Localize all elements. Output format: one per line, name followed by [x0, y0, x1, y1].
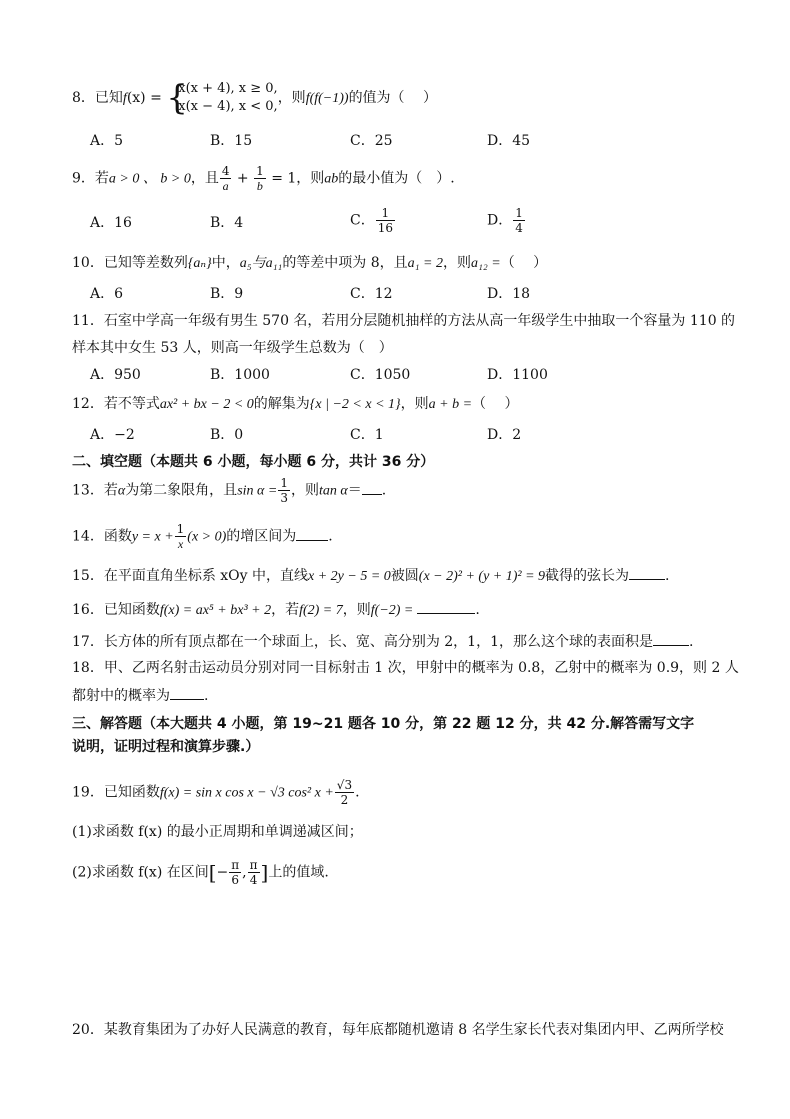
q15-end: .: [665, 568, 670, 584]
q8-eq: =: [145, 90, 167, 106]
q10-terms: a₅与a₁₁: [239, 256, 283, 271]
q8-case1: x(x + 4), x ≥ 0,: [178, 81, 278, 96]
q19-iv-den2: 4: [249, 873, 258, 887]
q9-optd-num: 1: [515, 206, 523, 220]
question-18-line-2: [72, 685, 208, 706]
q13-mid2: ，则: [290, 482, 319, 499]
q19-iv-den1: 6: [231, 873, 240, 887]
q13-end: .: [381, 482, 387, 499]
section-2-heading: 二、填空题（本题共 6 小题，每小题 6 分，共计 36 分）: [72, 454, 435, 470]
q17-end: .: [688, 634, 694, 650]
q19-iv-num1: π: [231, 858, 240, 872]
q8-mid: ，则: [277, 90, 306, 106]
q9-ab: ab: [324, 171, 339, 187]
q16-mid: ，若: [271, 602, 300, 618]
q19-num: √3: [336, 778, 353, 792]
question-18-line-1: 18．甲、乙两名射击运动员分别对同一目标射击 1 次，甲射中的概率为 0.8，乙射中的概率为 0.9，则 2 人: [72, 660, 739, 676]
q8-option-d: D．45: [487, 133, 531, 149]
q14-frac: [175, 522, 187, 551]
section-3-heading-line-2: 说明，证明过程和演算步骤.）: [72, 739, 260, 755]
q10-option-d: D．18: [487, 286, 531, 302]
q9-option-d-label: D．: [487, 212, 513, 229]
q9-cond: a > 0 、 b > 0: [108, 171, 191, 187]
q12-option-a: A．−2: [90, 427, 135, 443]
q19-den: 2: [340, 793, 349, 807]
q13-num: 1: [280, 476, 288, 490]
q9-option-c: [350, 206, 396, 235]
q14-tail: 的增区间为: [226, 528, 297, 545]
q19-iv-frac2: [248, 858, 260, 887]
q9-frac-4-over-a: [220, 164, 232, 193]
q14-answer-blank[interactable]: [296, 526, 328, 541]
question-9: [72, 164, 455, 193]
q9-option-c-label: C．: [350, 212, 375, 229]
q9-option-a: A．16: [90, 215, 132, 231]
q14-expr2: (x > 0): [187, 529, 227, 545]
question-10: [72, 253, 547, 274]
q8-option-a: A．5: [90, 133, 124, 149]
q16-target: f(−2) =: [370, 603, 414, 618]
q14-end: .: [328, 528, 333, 545]
q9-plus: +: [232, 170, 254, 187]
q9-frac2-den: b: [256, 179, 263, 193]
q11-option-d: D．1100: [487, 367, 548, 383]
q15-answer-blank[interactable]: [629, 565, 665, 580]
q19-label: 19．已知函数: [72, 784, 160, 801]
question-15: [72, 565, 670, 587]
q12-expr: a + b =: [428, 397, 473, 412]
q13-sin: sin α =: [237, 483, 278, 499]
question-17: [72, 631, 693, 652]
q10-mid2: 的等差中项为 8，且: [282, 255, 408, 271]
q8-option-c: C．25: [350, 133, 393, 149]
q8-func: f: [122, 91, 127, 106]
q11-option-a: A．950: [90, 367, 141, 383]
q9-optd-den: 4: [515, 221, 523, 235]
q9-option-c-frac: [376, 206, 395, 235]
q10-target: a₁₂ =: [471, 256, 501, 271]
q19-iv-num2: π: [249, 858, 258, 872]
q16-end: .: [475, 602, 480, 618]
q18-answer-blank[interactable]: [170, 685, 204, 700]
q9-frac2-num: 1: [256, 164, 264, 178]
q15-label: 15．在平面直角坐标系 xOy 中，直线: [72, 568, 308, 584]
q12-option-b: B．0: [210, 427, 244, 443]
q10-option-c: C．12: [350, 286, 393, 302]
q11-option-c: C．1050: [350, 367, 411, 383]
q14-num: 1: [176, 522, 185, 536]
q9-frac-1-over-b: [254, 164, 266, 193]
q15-mid: 被圆: [390, 568, 419, 584]
q14-den: x: [177, 537, 184, 551]
question-12: [72, 394, 518, 415]
q10-tail: （ ）: [500, 255, 548, 271]
q9-label: 9．若: [72, 170, 109, 187]
q17-answer-blank[interactable]: [653, 631, 689, 646]
q10-mid1: 中，: [211, 255, 240, 271]
q12-mid: 的解集为: [253, 396, 310, 412]
q16-cond: f(2) = 7: [299, 603, 343, 618]
question-11-line-2: 样本其中女生 53 人，则高一年级学生总数为（ ）: [72, 340, 393, 356]
q17-text: 17．长方体的所有顶点都在一个球面上，长、宽、高分别为 2，1，1，那么这个球的表面积是: [72, 634, 653, 650]
q15-line: x + 2y − 5 = 0: [308, 569, 391, 584]
q15-tail: 截得的弦长为: [545, 568, 630, 584]
question-19-part-2: [72, 858, 329, 887]
q12-set: {x | −2 < x < 1}: [309, 397, 401, 412]
q9-optc-den: 16: [377, 221, 393, 235]
q12-option-d: D．2: [487, 427, 522, 443]
q13-alpha: α: [117, 483, 126, 499]
q9-option-d: [487, 206, 526, 235]
q12-mid2: ，则: [400, 396, 429, 412]
question-11-line-1: 11．石室中学高一年级有男生 570 名，若用分层随机抽样的方法从高一年级学生中抽取一个容量为 110 的: [72, 313, 736, 329]
question-19-part-1: (1)求函数 f(x) 的最小正周期和单调递减区间；: [72, 824, 363, 840]
q18-line2: 都射中的概率为: [72, 688, 170, 704]
q19-frac: [335, 778, 354, 807]
q8-case2: x(x − 4), x < 0,: [178, 99, 278, 114]
q8-piecewise: { x(x + 4), x ≥ 0, x(x − 4), x < 0,: [166, 78, 278, 118]
q19-func: f(x) = sin x cos x − √3 cos² x +: [159, 785, 334, 801]
question-14: [72, 522, 333, 551]
question-20: 20．某教育集团为了办好人民满意的教育，每年底都随机邀请 8 名学生家长代表对集团内甲、乙两所学校: [72, 1022, 724, 1038]
q8-expr: f(f(−1)): [305, 91, 349, 106]
q10-label: 10．已知等差数列: [72, 255, 188, 271]
question-19: [72, 778, 360, 807]
q13-tan: tan α: [318, 483, 348, 499]
q16-label: 16．已知函数: [72, 602, 160, 618]
question-16: [72, 599, 480, 621]
q13-tail: ＝: [347, 482, 362, 499]
q9-option-b: B．4: [210, 215, 244, 231]
q12-option-c: C．1: [350, 427, 384, 443]
q19-right-bracket: ]: [260, 860, 269, 885]
q10-cond: a₁ = 2: [407, 256, 443, 271]
q14-expr1: y = x +: [131, 529, 174, 545]
q9-tail: 的最小值为（ ）.: [338, 170, 455, 187]
q8-arg: (x): [126, 90, 146, 106]
q8-tail: 的值为（ ）: [348, 90, 438, 106]
q13-den: 3: [280, 491, 288, 505]
q9-eq: = 1: [266, 170, 297, 187]
q19-iv-minus: −: [216, 864, 229, 881]
q19-iv-comma: ,: [242, 864, 247, 881]
q10-option-b: B．9: [210, 286, 244, 302]
section-3-heading-line-1: 三、解答题（本大题共 4 小题，第 19~21 题各 10 分，第 22 题 12 分，共 42 分.解答需写文字: [72, 716, 695, 732]
q8-option-b: B．15: [210, 133, 253, 149]
q9-frac1-den: a: [222, 179, 229, 193]
q10-option-a: A．6: [90, 286, 124, 302]
q18-end: .: [204, 688, 209, 704]
q19-end: .: [355, 784, 360, 801]
q13-frac: [278, 476, 290, 505]
q9-frac1-num: 4: [221, 164, 230, 178]
q15-circle: (x − 2)² + (y + 1)² = 9: [418, 569, 546, 584]
q16-mid2: ，则: [342, 602, 371, 618]
q14-label: 14．函数: [72, 528, 132, 545]
q16-func: f(x) = ax⁵ + bx³ + 2: [159, 603, 272, 618]
q10-seq: {aₙ}: [187, 256, 212, 271]
q12-label: 12．若不等式: [72, 396, 160, 412]
q13-label: 13．若: [72, 482, 118, 499]
q13-mid: 为第二象限角，且: [125, 482, 238, 499]
q9-mid: ，则: [296, 170, 325, 187]
q19-iv-frac1: [229, 858, 241, 887]
q19-part2-tail: 上的值域.: [268, 864, 329, 881]
q10-mid3: ，则: [443, 255, 471, 271]
q11-option-b: B．1000: [210, 367, 270, 383]
q12-ineq: ax² + bx − 2 < 0: [159, 397, 254, 412]
q13-answer-blank[interactable]: [362, 480, 382, 495]
q9-and: ，且: [190, 170, 219, 187]
question-8: [72, 80, 437, 116]
question-13: [72, 476, 386, 505]
q12-tail: （ ）: [472, 396, 519, 412]
q16-answer-blank[interactable]: [417, 599, 475, 614]
q19-left-bracket: [: [208, 860, 217, 885]
q8-label: 8．已知: [72, 90, 123, 106]
q9-optc-num: 1: [376, 206, 395, 221]
q19-part2-pre: (2)求函数 f(x) 在区间: [72, 864, 209, 881]
q9-option-d-frac: [513, 206, 525, 235]
